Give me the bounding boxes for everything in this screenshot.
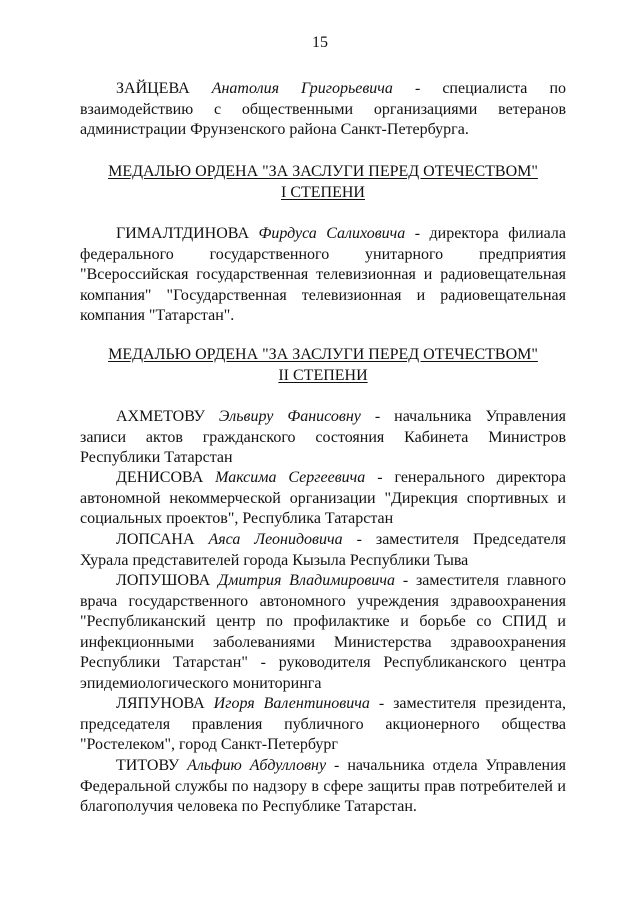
entry-given-name: Максима Сергеевича [215, 469, 366, 486]
award-entry [80, 756, 566, 818]
entry-given-name: Фирдуса Салиховича [258, 225, 406, 242]
entry-given-name: Альфию Абдулловну [187, 757, 327, 774]
entry-position: - заместителя Председателя Хурала представителей города Кызыла Республики Тыва [80, 531, 567, 569]
section-heading [80, 162, 566, 203]
entry-surname: ДЕНИСОВА [116, 469, 204, 486]
entry-surname: ГИМАЛТДИНОВА [116, 225, 249, 242]
entry-position: - специалиста по взаимодействию с общественными организациями ветеранов администрации Фрунзенского района Санкт-Петербурга. [80, 80, 567, 138]
award-entry [80, 571, 566, 694]
entry-surname: ЛОПСАНА [116, 531, 195, 548]
entry-position: - начальника Управления записи актов гражданского состояния Кабинета Министров Республики Татарстан [80, 408, 566, 466]
entry-given-name: Эльвиру Фанисовну [218, 408, 361, 425]
entry-given-name: Игоря Валентиновича [213, 695, 370, 712]
section-heading [80, 345, 566, 386]
entry-position: - начальника отдела Управления Федеральной службы по надзору в сфере защиты прав потребителей и благополучия человека по Республике Татарстан. [80, 757, 567, 815]
award-entry [80, 468, 566, 530]
section-heading-line1: МЕДАЛЬЮ ОРДЕНА "ЗА ЗАСЛУГИ ПЕРЕД ОТЕЧЕСТВОМ" [108, 163, 538, 180]
entry-surname: ЗАЙЦЕВА [116, 80, 190, 97]
entry-position: - генерального директора автономной некоммерческой организации "Дирекция спортивных и социальных проектов", Республика Татарстан [80, 469, 567, 527]
entry-surname: ТИТОВУ [116, 757, 180, 774]
entry-surname: АХМЕТОВУ [116, 408, 205, 425]
entry-position: - директора филиала федерального государственного унитарного предприятия "Всероссийская государственная телевизионная и радиовещательная компания" "Государственная телевизионная и радиовещательная компания "Татарстан". [80, 225, 567, 324]
award-entry [80, 530, 566, 571]
entry-given-name: Аяса Леонидовича [208, 531, 343, 548]
section-heading-line1: МЕДАЛЬЮ ОРДЕНА "ЗА ЗАСЛУГИ ПЕРЕД ОТЕЧЕСТВОМ" [108, 346, 538, 363]
award-entry [80, 79, 566, 141]
award-entry [80, 224, 566, 327]
entry-surname: ЛЯПУНОВА [116, 695, 205, 712]
award-entry [80, 407, 566, 469]
section-heading-line2: II СТЕПЕНИ [278, 366, 368, 384]
entry-given-name: Анатолия Григорьевича [211, 80, 393, 97]
entry-surname: ЛОПУШОВА [116, 572, 211, 589]
entry-position: - заместителя президента, председателя правления публичного акционерного общества "Ростелеком", город Санкт-Петербург [80, 695, 567, 753]
page-number: 15 [312, 34, 328, 51]
award-entry [80, 694, 566, 756]
entry-position: - заместителя главного врача государственного автономного учреждения здравоохранения "Республиканский центр по профилактике и борьбе со СПИД и инфекционными заболеваниями Министерства здравоохранения Республики Татарстан" - руководителя Республиканского центра эпидемиологического мониторинга [80, 572, 566, 692]
entry-given-name: Дмитрия Владимировича [218, 572, 396, 589]
section-heading-line2: I СТЕПЕНИ [281, 183, 365, 201]
